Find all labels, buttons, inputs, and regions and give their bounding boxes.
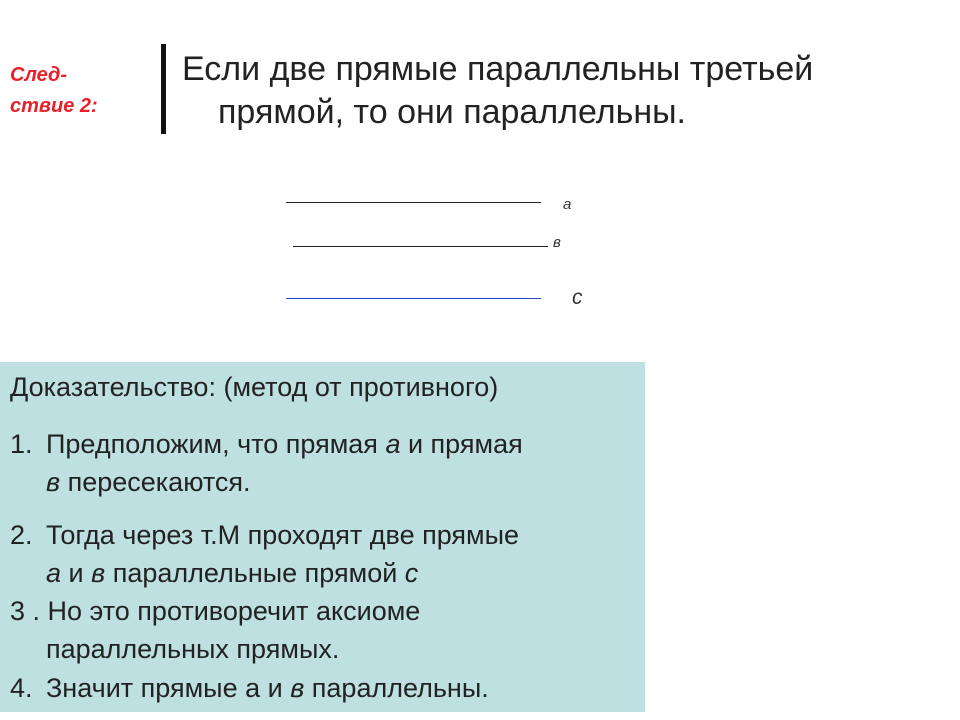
step-4-var-b: в [290,673,305,703]
step-2-number: 2. [10,520,33,550]
proof-title: Доказательство: (метод от противного) [10,372,499,402]
step-2-var-a: а [46,558,62,588]
corollary-label-line2: ствие 2: [10,95,98,117]
proof-step-2 [10,516,519,592]
step-2-var-c: с [404,558,419,588]
statement [182,48,922,134]
label-b: в [553,234,561,251]
proof-step-1 [10,425,523,501]
statement-line2: прямой, то они параллельны. [218,93,686,131]
statement-line1: Если две прямые параллельны третьей [182,50,814,88]
corollary-label-line1: След- [10,64,68,86]
line-c [286,298,541,299]
step-4-text2: параллельны. [304,673,489,703]
step-2-text2: и [61,558,92,588]
step-1-var-b: в [46,467,61,497]
vertical-bar [161,44,166,134]
label-c: с [572,286,583,309]
step-1-text1: Предположим, что прямая [46,429,386,459]
proof-box [0,362,645,712]
step-4-number: 4. [10,673,33,703]
line-a [286,202,541,203]
step-3-text2: параллельных прямых. [46,634,340,664]
step-2-text1: Тогда через т.М проходят две прямые [46,520,520,550]
corollary-label [10,60,98,122]
proof-step-4 [10,669,489,707]
step-1-text3: пересекаются. [60,467,251,497]
step-1-number: 1. [10,429,33,459]
proof-step-3 [10,592,420,668]
label-a: а [563,196,572,213]
step-2-text3: параллельные прямой [105,558,405,588]
step-1-var-a: а [385,429,401,459]
step-1-text2: и прямая [400,429,523,459]
step-3-text1: 3 . Но это противоречит аксиоме [10,596,421,626]
line-b [293,246,548,247]
step-2-var-b: в [91,558,106,588]
step-4-text1: Значит прямые а и [46,673,291,703]
